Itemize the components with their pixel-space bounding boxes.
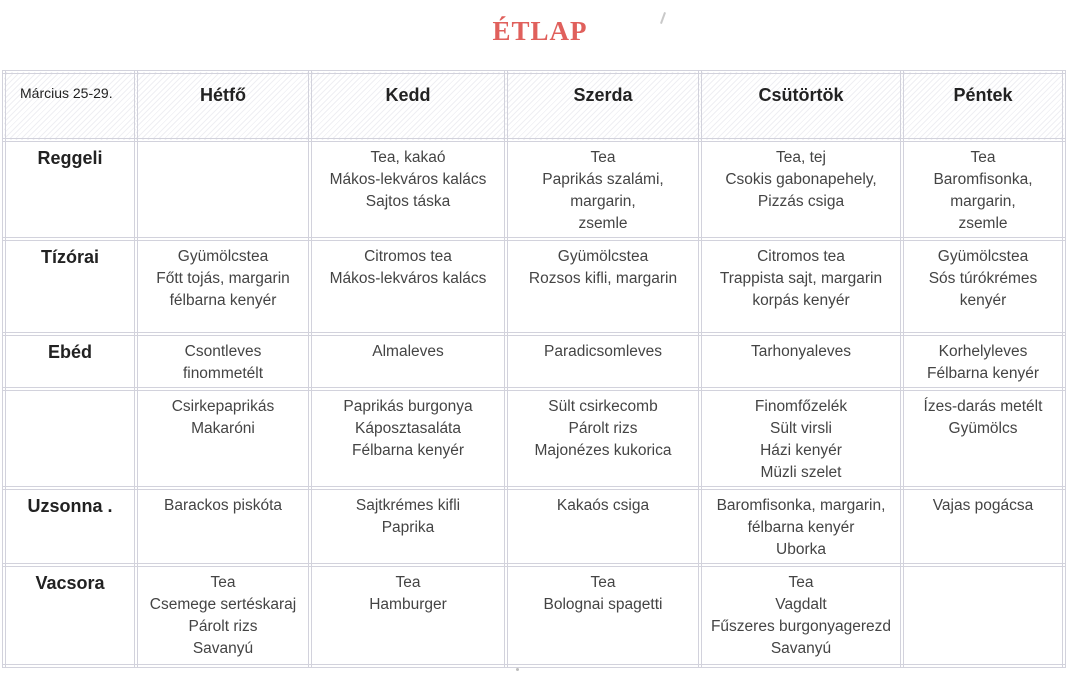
meal-label: Reggeli (4, 140, 136, 239)
menu-cell: Citromos tea Trappista sajt, margarin korpás kenyér (700, 239, 902, 334)
menu-cell: Barackos piskóta (136, 488, 310, 565)
table-row (4, 488, 1064, 565)
menu-cell: Tea Vagdalt Fűszeres burgonyagerezd Savanyú (700, 565, 902, 666)
menu-cell: Gyümölcstea Főtt tojás, margarin félbarna kenyér (136, 239, 310, 334)
menu-cell: Sült csirkecomb Párolt rizs Majonézes kukorica (506, 389, 700, 488)
menu-cell: Citromos tea Mákos-lekváros kalács (310, 239, 506, 334)
menu-cell: Tea Paprikás szalámi, margarin, zsemle (506, 140, 700, 239)
header-row (4, 72, 1064, 140)
scan-speck (516, 668, 519, 671)
menu-cell: Gyümölcstea Rozsos kifli, margarin (506, 239, 700, 334)
menu-cell: Tea Baromfisonka, margarin, zsemle (902, 140, 1064, 239)
menu-cell: Paradicsomleves (506, 334, 700, 389)
menu-cell: Ízes-darás metélt Gyümölcs (902, 389, 1064, 488)
table-row (4, 239, 1064, 334)
day-header: Hétfő (136, 72, 310, 140)
menu-cell: Paprikás burgonya Káposztasaláta Félbarna kenyér (310, 389, 506, 488)
menu-cell: Tea Csemege sertéskaraj Párolt rizs Savanyú (136, 565, 310, 666)
menu-cell: Tarhonyaleves (700, 334, 902, 389)
day-header: Szerda (506, 72, 700, 140)
meal-label: Vacsora (4, 565, 136, 666)
menu-cell: Tea, tej Csokis gabonapehely, Pizzás csiga (700, 140, 902, 239)
day-header: Kedd (310, 72, 506, 140)
menu-cell: Tea Bolognai spagetti (506, 565, 700, 666)
menu-cell: Korhelyleves Félbarna kenyér (902, 334, 1064, 389)
menu-cell: Gyümölcstea Sós túrókrémes kenyér (902, 239, 1064, 334)
menu-cell: Tea Hamburger (310, 565, 506, 666)
page-title: ÉTLAP (492, 16, 588, 46)
meal-label: Tízórai (4, 239, 136, 334)
menu-cell: Finomfőzelék Sült virsli Házi kenyér Müzli szelet (700, 389, 902, 488)
menu-cell: Csontleves finommetélt (136, 334, 310, 389)
menu-cell: Baromfisonka, margarin, félbarna kenyér Uborka (700, 488, 902, 565)
menu-cell: Tea, kakaó Mákos-lekváros kalács Sajtos táska (310, 140, 506, 239)
menu-cell (136, 140, 310, 239)
menu-cell: Vajas pogácsa (902, 488, 1064, 565)
menu-table (2, 70, 1066, 668)
menu-cell: Almaleves (310, 334, 506, 389)
day-header: Csütörtök (700, 72, 902, 140)
day-header: Péntek (902, 72, 1064, 140)
menu-cell: Csirkepaprikás Makaróni (136, 389, 310, 488)
menu-cell: Kakaós csiga (506, 488, 700, 565)
meal-label (4, 389, 136, 488)
table-row (4, 389, 1064, 488)
meal-label: Uzsonna . (4, 488, 136, 565)
date-range: Március 25-29. (4, 72, 136, 140)
table-row (4, 334, 1064, 389)
table-row (4, 565, 1064, 666)
table-row (4, 140, 1064, 239)
meal-label: Ebéd (4, 334, 136, 389)
menu-cell: Sajtkrémes kifli Paprika (310, 488, 506, 565)
menu-cell (902, 565, 1064, 666)
